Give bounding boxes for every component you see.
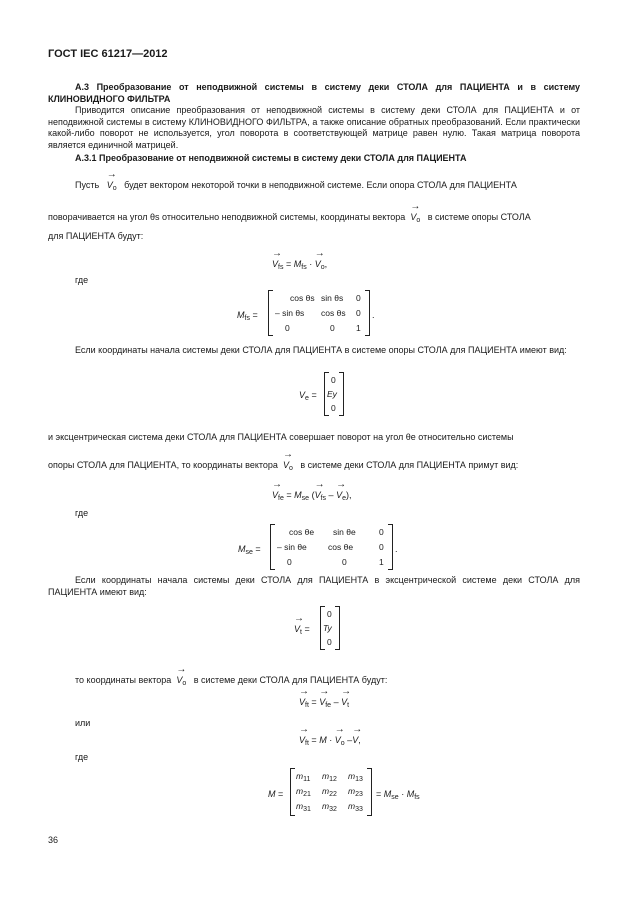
matrix-mse: cos θe sin θe 0 – sin θe cos θe 0 0 0 1 xyxy=(270,524,393,570)
subsection-title: А.3.1 Преобразование от неподвижной системы в систему деки СТОЛА для ПАЦИЕНТА xyxy=(75,153,467,163)
matrix-mse-label: $M_{se}$ = xyxy=(238,544,261,556)
matrix-m-label: M = xyxy=(268,789,284,799)
section-title: А.3 Преобразование от неподвижной системы в систему деки СТОЛА для ПАЦИЕНТА и в систему КЛИНОВИДНОГО ФИЛЬТРА xyxy=(48,82,580,104)
para-1-line-3: для ПАЦИЕНТА будут: xyxy=(48,231,144,241)
para-3-line-2: опоры СТОЛА для ПАЦИЕНТА, то координаты вектора → $V_o$ в системе деки СТОЛА для ПАЦИЕНТА примут вид: xyxy=(48,460,518,472)
vector-v0: → $V_o$ xyxy=(410,212,420,224)
equation-vfe: → $V_{fe} = M_{se}$ (→ $V_{fs}$ – → $V_e$), xyxy=(272,490,352,502)
vector-vt: 0 Ty 0 xyxy=(320,606,340,650)
vector-v0: → $V_o$ xyxy=(107,180,117,192)
para-3-line-1: и эксцентрическая система деки СТОЛА для ПАЦИЕНТА совершает поворот на угол θe относительно системы xyxy=(48,432,514,442)
vector-vt-label: → $V_t$ = xyxy=(294,624,310,636)
vector-ve-label: $V_e$ = xyxy=(299,390,317,402)
para-5: то координаты вектора → $V_o$ в системе деки СТОЛА для ПАЦИЕНТА будут: xyxy=(75,675,387,687)
matrix-m-product: = $M_{se} \cdot M_{fs}$ xyxy=(376,789,420,801)
para-1-line-2: поворачивается на угол θs относительно неподвижной системы, координаты вектора → $V_o$ в системе опоры СТОЛА xyxy=(48,212,531,224)
where-label-2: где xyxy=(75,508,89,518)
para-1-line-1: Пусть → $V_o$ будет вектором некоторой точки в неподвижной системе. Если опора СТОЛА для ПАЦИЕНТА xyxy=(75,180,517,192)
where-label-1: где xyxy=(75,275,89,285)
where-label-3: где xyxy=(75,752,89,762)
page-number: 36 xyxy=(48,835,59,845)
intro-paragraph: Приводится описание преобразования от неподвижной системы в систему деки СТОЛА для ПАЦИЕНТА и от неподвижной системы в систему КЛИНОВИДНОГО ФИЛЬТРА, а также описание обратных преобразований. Если практически какой-либо поворот не используется, угол поворота в соответствующей матрице равен нулю. Такая матрица поворота является единичной матрицей. xyxy=(48,105,580,150)
matrix-mfs-label: $M_{fs}$ = xyxy=(237,310,258,322)
para-2: Если координаты начала системы деки СТОЛА для ПАЦИЕНТА в системе опоры СТОЛА для ПАЦИЕНТА имеют вид: xyxy=(75,345,567,355)
matrix-mfs: cos θs sin θs 0 – sin θs cos θs 0 0 0 1 xyxy=(268,290,370,336)
or-label: или xyxy=(75,718,91,728)
matrix-m: $m_{11}$ $m_{12}$ $m_{13}$ $m_{21}$ $m_{22}$ $m_{23}$ $m_{31}$ $m_{32}$ $m_{33}$ xyxy=(290,768,372,816)
equation-vft-alt: → $V_{ft} = M$ · → $V_o -\to V$, xyxy=(299,735,361,747)
para-4: Если координаты начала системы деки СТОЛА для ПАЦИЕНТА в эксцентрической системе деки СТОЛА для ПАЦИЕНТА имеют вид: xyxy=(48,575,580,597)
equation-vfs: → $V_{fs} = M_{fs}$ · → $V_o$, xyxy=(272,259,327,271)
vector-ve: 0 Ey 0 xyxy=(324,372,344,416)
document-header: ГОСТ IEC 61217—2012 xyxy=(48,48,168,60)
equation-vft: → $V_{ft}$ = → $V_{fe}$ – → $V_t$ xyxy=(299,697,349,709)
